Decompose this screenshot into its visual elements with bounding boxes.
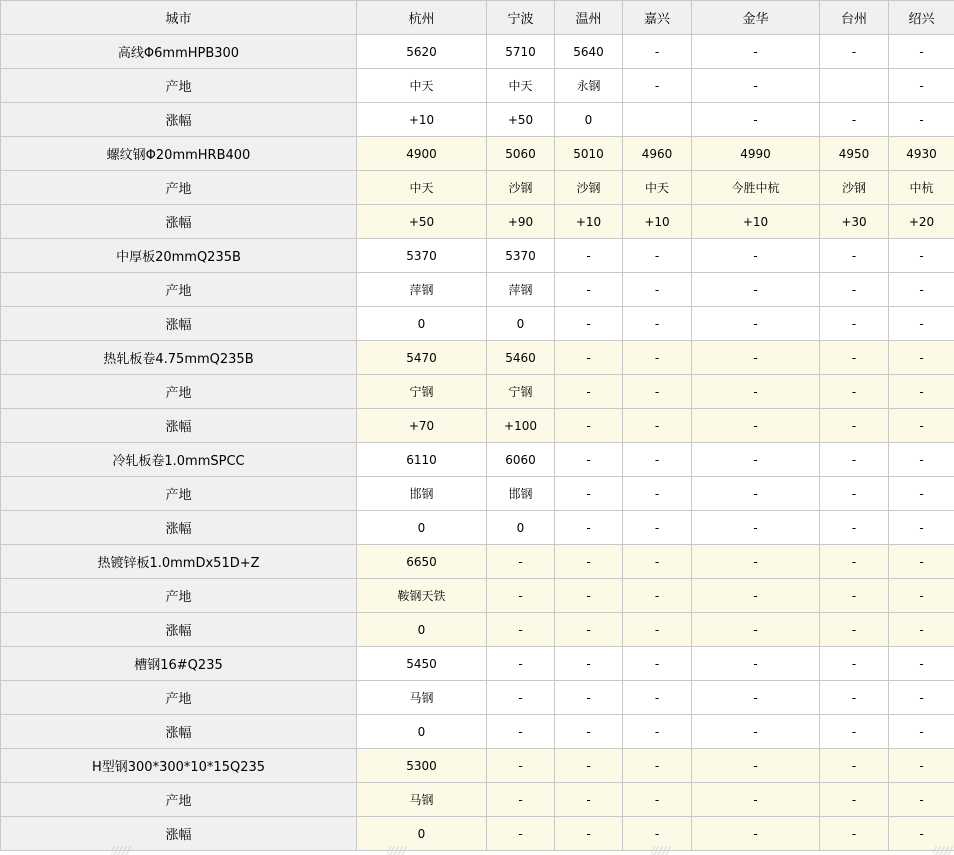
price-cell: - <box>623 443 692 477</box>
price-cell: - <box>623 647 692 681</box>
change-cell: - <box>623 613 692 647</box>
product-row <box>1 239 954 273</box>
price-cell: - <box>889 647 954 681</box>
corner-header-city: 城市 <box>1 1 357 35</box>
origin-cell: - <box>623 477 692 511</box>
change-cell: - <box>487 613 555 647</box>
origin-cell: - <box>820 681 889 715</box>
change-cell: 0 <box>357 817 487 851</box>
change-cell: - <box>692 103 820 137</box>
origin-cell: - <box>487 681 555 715</box>
price-cell: 5370 <box>487 239 555 273</box>
origin-cell: 沙钢 <box>555 171 623 205</box>
origin-row <box>1 579 954 613</box>
price-cell: - <box>889 35 954 69</box>
price-cell: 5710 <box>487 35 555 69</box>
change-cell: +50 <box>487 103 555 137</box>
change-cell: - <box>555 511 623 545</box>
change-label-cell: 涨幅 <box>1 205 357 239</box>
price-cell: 4900 <box>357 137 487 171</box>
change-cell: - <box>820 511 889 545</box>
price-cell: - <box>692 545 820 579</box>
change-cell: - <box>623 307 692 341</box>
price-cell: 5620 <box>357 35 487 69</box>
change-cell: - <box>820 715 889 749</box>
origin-cell: 萍钢 <box>357 273 487 307</box>
change-cell: 0 <box>357 715 487 749</box>
change-cell: - <box>889 511 954 545</box>
change-row <box>1 103 954 137</box>
origin-cell: - <box>623 273 692 307</box>
price-cell: - <box>692 239 820 273</box>
product-label-cell: 热镀锌板1.0mmDx51D+Z <box>1 545 357 579</box>
price-cell: - <box>623 35 692 69</box>
price-cell: - <box>555 239 623 273</box>
price-cell: - <box>487 749 555 783</box>
product-label-cell: H型钢300*300*10*15Q235 <box>1 749 357 783</box>
origin-cell: - <box>889 579 954 613</box>
price-cell: - <box>487 545 555 579</box>
product-row <box>1 749 954 783</box>
price-cell: 5450 <box>357 647 487 681</box>
origin-cell: - <box>889 783 954 817</box>
change-label-cell: 涨幅 <box>1 613 357 647</box>
change-cell <box>623 103 692 137</box>
change-cell: - <box>820 103 889 137</box>
origin-cell: - <box>889 375 954 409</box>
column-header: 嘉兴 <box>623 1 692 35</box>
origin-cell: - <box>820 477 889 511</box>
origin-cell: 马钢 <box>357 783 487 817</box>
column-header: 台州 <box>820 1 889 35</box>
header-row <box>1 1 954 35</box>
change-cell: - <box>889 613 954 647</box>
origin-cell: 萍钢 <box>487 273 555 307</box>
origin-cell: - <box>555 273 623 307</box>
origin-cell: 邯钢 <box>487 477 555 511</box>
product-label-cell: 热轧板卷4.75mmQ235B <box>1 341 357 375</box>
product-label-cell: 冷轧板卷1.0mmSPCC <box>1 443 357 477</box>
price-cell: 4950 <box>820 137 889 171</box>
change-cell: +30 <box>820 205 889 239</box>
origin-cell: - <box>623 783 692 817</box>
change-cell: - <box>555 409 623 443</box>
change-label-cell: 涨幅 <box>1 817 357 851</box>
origin-cell: 中杭 <box>889 171 954 205</box>
change-cell: - <box>487 817 555 851</box>
origin-label-cell: 产地 <box>1 273 357 307</box>
origin-cell: 鞍钢天铁 <box>357 579 487 613</box>
origin-cell: - <box>820 273 889 307</box>
change-cell: - <box>623 817 692 851</box>
change-cell: +100 <box>487 409 555 443</box>
origin-row <box>1 273 954 307</box>
origin-cell: - <box>623 579 692 613</box>
change-cell: 0 <box>357 511 487 545</box>
change-cell: +10 <box>555 205 623 239</box>
change-label-cell: 涨幅 <box>1 715 357 749</box>
product-row <box>1 647 954 681</box>
change-cell: - <box>692 613 820 647</box>
origin-cell: - <box>555 477 623 511</box>
origin-row <box>1 477 954 511</box>
change-cell: 0 <box>555 103 623 137</box>
change-cell: - <box>623 409 692 443</box>
origin-cell: 宁钢 <box>487 375 555 409</box>
origin-label-cell: 产地 <box>1 477 357 511</box>
origin-label-cell: 产地 <box>1 375 357 409</box>
product-label-cell: 槽钢16#Q235 <box>1 647 357 681</box>
product-row <box>1 35 954 69</box>
watermark-fragment <box>651 846 672 855</box>
change-cell: +70 <box>357 409 487 443</box>
change-label-cell: 涨幅 <box>1 103 357 137</box>
change-cell: - <box>555 715 623 749</box>
change-row <box>1 715 954 749</box>
origin-cell: 邯钢 <box>357 477 487 511</box>
change-cell: - <box>889 715 954 749</box>
origin-row <box>1 783 954 817</box>
price-cell: - <box>820 35 889 69</box>
origin-cell: 宁钢 <box>357 375 487 409</box>
change-cell: 0 <box>487 511 555 545</box>
origin-cell: - <box>889 681 954 715</box>
change-cell: - <box>820 409 889 443</box>
watermark-fragment <box>933 846 954 855</box>
origin-cell: - <box>487 783 555 817</box>
price-cell: 5470 <box>357 341 487 375</box>
price-cell: 5010 <box>555 137 623 171</box>
price-cell: 5060 <box>487 137 555 171</box>
price-cell: - <box>692 749 820 783</box>
change-cell: - <box>692 715 820 749</box>
origin-cell <box>820 69 889 103</box>
change-cell: +50 <box>357 205 487 239</box>
origin-cell: 永钢 <box>555 69 623 103</box>
change-cell: - <box>555 817 623 851</box>
change-cell: +10 <box>357 103 487 137</box>
price-cell: - <box>889 341 954 375</box>
origin-cell: 沙钢 <box>487 171 555 205</box>
price-cell: 5640 <box>555 35 623 69</box>
origin-cell: - <box>692 375 820 409</box>
change-cell: 0 <box>357 613 487 647</box>
origin-cell: - <box>555 783 623 817</box>
origin-cell: 中天 <box>623 171 692 205</box>
origin-cell: - <box>692 579 820 613</box>
column-header: 宁波 <box>487 1 555 35</box>
price-cell: 6060 <box>487 443 555 477</box>
price-cell: - <box>555 749 623 783</box>
change-row <box>1 409 954 443</box>
change-cell: 0 <box>487 307 555 341</box>
origin-cell: 中天 <box>357 69 487 103</box>
price-cell: - <box>623 341 692 375</box>
origin-row <box>1 375 954 409</box>
price-cell: 5460 <box>487 341 555 375</box>
origin-cell: - <box>889 477 954 511</box>
price-cell: 6110 <box>357 443 487 477</box>
origin-row <box>1 681 954 715</box>
price-cell: - <box>820 341 889 375</box>
change-cell: - <box>820 613 889 647</box>
change-cell: 0 <box>357 307 487 341</box>
change-cell: - <box>692 307 820 341</box>
origin-cell: - <box>623 69 692 103</box>
change-cell: - <box>889 307 954 341</box>
watermark-fragment <box>387 846 408 855</box>
price-cell: - <box>487 647 555 681</box>
change-cell: - <box>555 613 623 647</box>
price-cell: - <box>623 239 692 273</box>
change-cell: - <box>692 409 820 443</box>
price-cell: - <box>692 35 820 69</box>
column-header: 温州 <box>555 1 623 35</box>
column-header: 绍兴 <box>889 1 954 35</box>
price-cell: 4960 <box>623 137 692 171</box>
change-cell: - <box>820 817 889 851</box>
price-cell: - <box>889 239 954 273</box>
change-cell: - <box>623 511 692 545</box>
price-cell: - <box>820 749 889 783</box>
origin-cell: 沙钢 <box>820 171 889 205</box>
origin-cell: - <box>692 681 820 715</box>
price-cell: - <box>889 749 954 783</box>
price-cell: - <box>820 443 889 477</box>
change-label-cell: 涨幅 <box>1 511 357 545</box>
origin-label-cell: 产地 <box>1 783 357 817</box>
change-cell: - <box>487 715 555 749</box>
origin-cell: - <box>889 69 954 103</box>
origin-row <box>1 171 954 205</box>
change-cell: - <box>889 409 954 443</box>
product-row <box>1 137 954 171</box>
price-cell: - <box>889 443 954 477</box>
price-cell: 6650 <box>357 545 487 579</box>
origin-cell: - <box>692 69 820 103</box>
price-cell: - <box>692 341 820 375</box>
change-cell: - <box>889 817 954 851</box>
price-cell: 4990 <box>692 137 820 171</box>
change-cell: - <box>623 715 692 749</box>
price-cell: - <box>555 443 623 477</box>
price-cell: 5370 <box>357 239 487 273</box>
change-cell: - <box>692 817 820 851</box>
origin-cell: - <box>692 477 820 511</box>
origin-cell: - <box>487 579 555 613</box>
price-cell: - <box>555 341 623 375</box>
change-cell: - <box>820 307 889 341</box>
origin-cell: 今胜中杭 <box>692 171 820 205</box>
origin-cell: - <box>820 783 889 817</box>
origin-cell: - <box>555 681 623 715</box>
change-cell: +20 <box>889 205 954 239</box>
change-row <box>1 613 954 647</box>
price-cell: - <box>889 545 954 579</box>
change-label-cell: 涨幅 <box>1 307 357 341</box>
change-label-cell: 涨幅 <box>1 409 357 443</box>
origin-cell: - <box>820 579 889 613</box>
product-label-cell: 螺纹钢Φ20mmHRB400 <box>1 137 357 171</box>
change-row <box>1 307 954 341</box>
change-cell: +10 <box>623 205 692 239</box>
change-cell: - <box>555 307 623 341</box>
change-row <box>1 511 954 545</box>
origin-cell: 马钢 <box>357 681 487 715</box>
origin-cell: - <box>623 375 692 409</box>
price-cell: - <box>623 749 692 783</box>
product-row <box>1 341 954 375</box>
change-cell: +10 <box>692 205 820 239</box>
origin-label-cell: 产地 <box>1 69 357 103</box>
change-cell: +90 <box>487 205 555 239</box>
price-cell: 4930 <box>889 137 954 171</box>
product-row <box>1 545 954 579</box>
change-row <box>1 817 954 851</box>
origin-cell: 中天 <box>357 171 487 205</box>
price-cell: - <box>555 647 623 681</box>
origin-row <box>1 69 954 103</box>
price-cell: - <box>692 443 820 477</box>
product-label-cell: 中厚板20mmQ235B <box>1 239 357 273</box>
origin-cell: - <box>555 579 623 613</box>
product-row <box>1 443 954 477</box>
origin-cell: - <box>692 273 820 307</box>
price-cell: - <box>555 545 623 579</box>
origin-cell: - <box>889 273 954 307</box>
origin-cell: 中天 <box>487 69 555 103</box>
change-cell: - <box>889 103 954 137</box>
origin-label-cell: 产地 <box>1 171 357 205</box>
origin-cell: - <box>623 681 692 715</box>
price-cell: - <box>623 545 692 579</box>
change-row <box>1 205 954 239</box>
origin-cell: - <box>820 375 889 409</box>
product-label-cell: 高线Φ6mmHPB300 <box>1 35 357 69</box>
watermark-fragment <box>111 846 132 855</box>
origin-cell: - <box>555 375 623 409</box>
price-cell: - <box>820 545 889 579</box>
origin-label-cell: 产地 <box>1 681 357 715</box>
column-header: 杭州 <box>357 1 487 35</box>
price-cell: - <box>820 647 889 681</box>
origin-cell: - <box>692 783 820 817</box>
price-cell: - <box>692 647 820 681</box>
price-cell: 5300 <box>357 749 487 783</box>
column-header: 金华 <box>692 1 820 35</box>
price-cell: - <box>820 239 889 273</box>
change-cell: - <box>692 511 820 545</box>
origin-label-cell: 产地 <box>1 579 357 613</box>
